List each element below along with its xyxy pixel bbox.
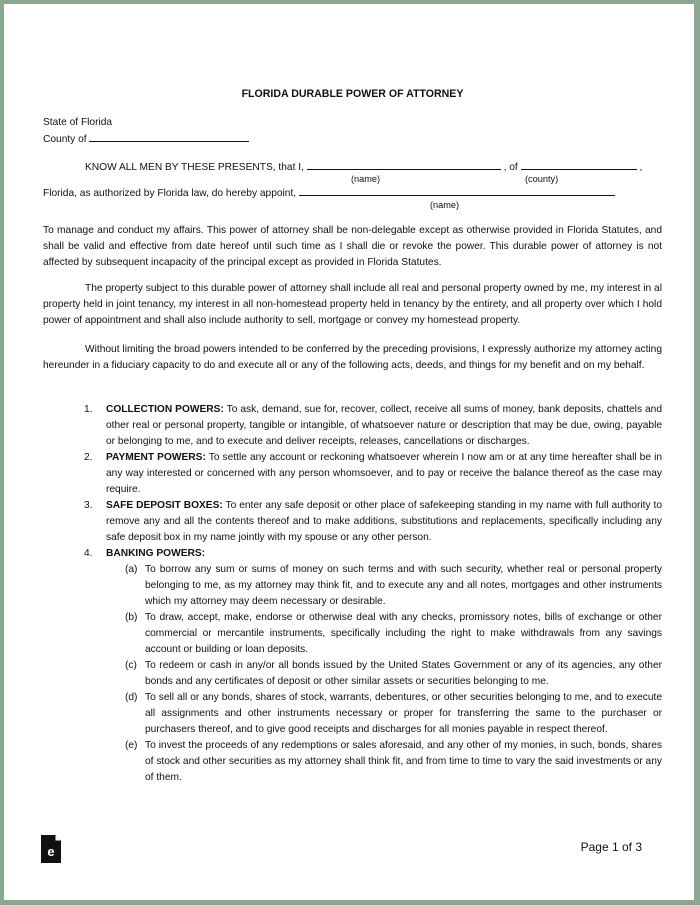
trailing-comma: , [639,162,643,173]
attorney-name-blank[interactable] [299,184,615,196]
county-caption: (county) [525,174,559,184]
logo-letter: e [47,844,55,859]
item-body [106,546,662,562]
item-heading: SAFE DEPOSIT BOXES: [106,500,223,511]
item-heading: PAYMENT POWERS: [106,452,206,463]
sub-item-letter: (d) [125,692,138,703]
page-number: Page 1 of 3 [580,840,642,854]
sub-item-text: To redeem or cash in any/or all bonds issued by the United States Government or any of its agencies, any other bonds and any certificates of deposit or other similar assets or securities belonging to me. [145,660,662,687]
item-number: 3. [84,500,93,511]
of-label: , of [503,162,518,173]
sub-item-text: To borrow any sum or sums of money on such terms and with such security, whether real or personal property belonging to me, as my attorney may think fit, and to execute any and all notes, mortgages and other instruments which my attorney may deem necessary or desirable. [145,564,662,607]
item-text: To ask, demand, sue for, recover, collect, receive all sums of money, bank deposits, chattels and other real or personal property, tangible or intangible, of whatsoever nature or description that may be due, owing, payable or belonging to me, and to execute and deliver receipts, releases, cancellations or discharges. [106,404,662,447]
sub-item-letter: (b) [125,612,138,623]
item-heading: BANKING POWERS: [106,548,206,559]
item-heading: COLLECTION POWERS: [106,404,224,415]
sub-item-letter: (c) [125,660,137,671]
county-blank[interactable] [89,130,249,142]
item-number: 2. [84,452,93,463]
county-label: County of [43,134,87,145]
paragraph-3: Without limiting the broad powers intended to be conferred by the preceding provisions, I expressly authorize my attorney acting hereunder in a fiduciary capacity to do and execute all or any of the following acts, deeds, and things for my benefit and on my behalf. [43,344,662,371]
item-text: To enter any safe deposit or other place of safekeeping standing in my name with full authority to remove any and all the contents thereof and to make additions, substitutions and replacements, specifically including any safe deposit box in my name jointly with my spouse or any other person. [106,500,662,543]
paragraph-2: The property subject to this durable power of attorney shall include all real and personal property owned by me, my interest in al property held in joint tenancy, my interest in all non-homestead property held in tenancy by the entirety, and all property over which I hold power of appointment and shall also include authority to sell, mortgage or convey my homestead property. [43,283,662,326]
sub-item-letter: (e) [125,740,138,751]
item-text: To settle any account or reckoning whatsoever wherein I now am or at any time hereafter shall be in any way interested or concerned with any person whomsoever, and to pay or receive the balance thereof as the case may require. [106,452,662,495]
principal-county-blank[interactable] [521,158,637,170]
document-title: FLORIDA DURABLE POWER OF ATTORNEY [241,88,464,100]
item-body [106,402,662,450]
item-number: 4. [84,548,93,559]
sub-item-text: To draw, accept, make, endorse or otherwise deal with any checks, promissory notes, bills of exchange or other commercial or mercantile instruments, specifically including the right to make withdrawals from any savings account or building or loan deposits. [145,612,662,655]
item-body [106,498,662,546]
appoint-prefix: Florida, as authorized by Florida law, do hereby appoint, [43,188,297,199]
county-line [43,130,249,148]
name-caption: (name) [351,174,381,184]
sub-item-letter: (a) [125,564,138,575]
document-logo-icon [40,834,62,864]
document-page [4,4,694,900]
paragraph-1: To manage and conduct my affairs. This power of attorney shall be non-delegable except as otherwise provided in Florida Statutes, and shall be valid and effective from date hereof until such time as I shall die or revoke the power. This durable power of attorney is not affected by subsequent incapacity of the principal except as provided in Florida Statutes. [43,225,662,268]
state-line: State of Florida [43,117,113,128]
sub-item-text: To invest the proceeds of any redemptions or sales aforesaid, and any other of my monies, in such, bonds, shares of stock and other securities as my attorney shall think fit, and from time to time to vary the said investments or any of them. [145,740,662,783]
sub-item-text: To sell all or any bonds, shares of stock, warrants, debentures, or other securities belonging to me, and to execute all assignments and other instruments necessary or proper for transferring the same to the purchaser or purchasers thereof, and to give good receipts and discharges for all monies payable in respect thereof. [145,692,662,735]
principal-name-blank[interactable] [307,158,501,170]
item-number: 1. [84,404,93,415]
appoint-line [43,184,615,202]
item-body [106,450,662,498]
know-all-prefix: KNOW ALL MEN BY THESE PRESENTS, that I, [85,162,304,173]
name-caption-2: (name) [430,200,460,210]
